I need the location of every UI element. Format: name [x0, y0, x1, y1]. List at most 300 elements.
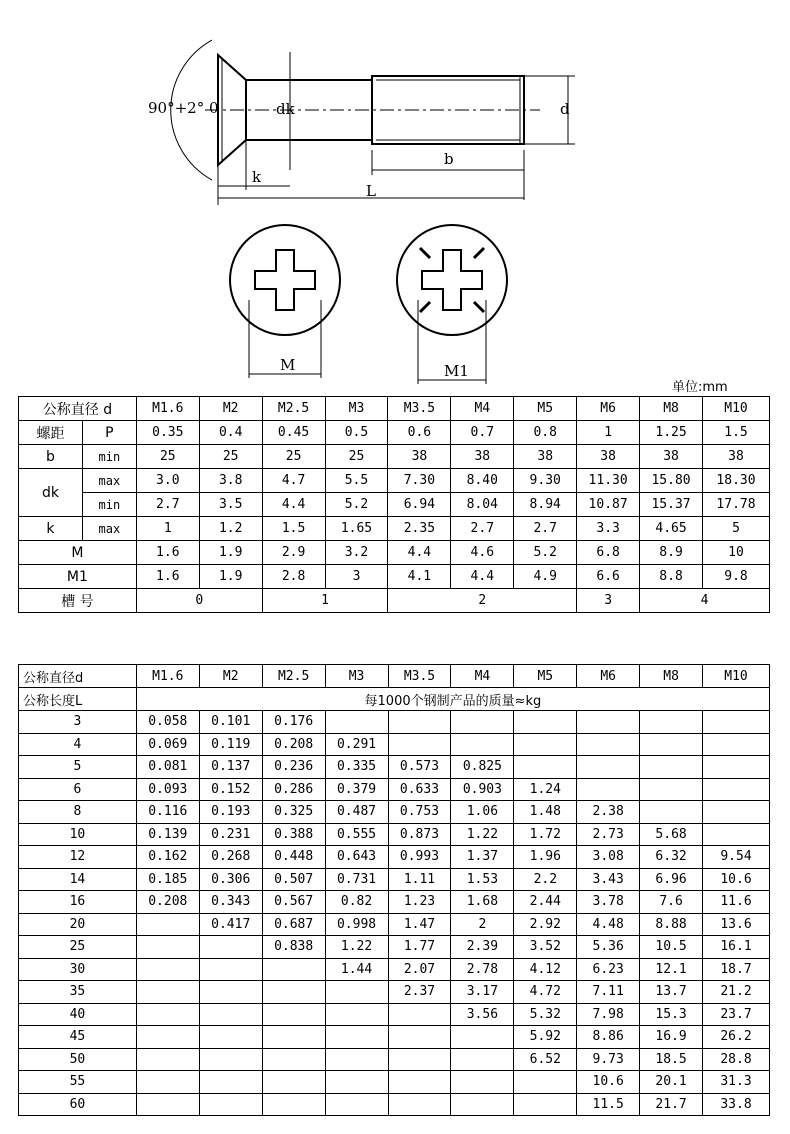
M-cell: 8.9	[640, 541, 703, 565]
size-cell: M8	[640, 397, 703, 421]
dk-min-cell: 10.87	[577, 493, 640, 517]
pitch-cell: 0.45	[262, 421, 325, 445]
mass-cell: 0.731	[325, 868, 388, 891]
mass-row	[19, 936, 770, 959]
mass-cell: 0.753	[388, 801, 451, 824]
length-cell: 20	[19, 913, 137, 936]
M-cell: 1.6	[136, 541, 199, 565]
mass-cell: 23.7	[703, 1003, 770, 1026]
mass-cell	[199, 958, 262, 981]
length-cell: 40	[19, 1003, 137, 1026]
phillips-cross-shape	[255, 250, 315, 310]
mass-row	[19, 958, 770, 981]
length-cell: 30	[19, 958, 137, 981]
mass-cell: 28.8	[703, 1048, 770, 1071]
length-cell: 60	[19, 1093, 137, 1116]
size-cell: M6	[577, 397, 640, 421]
M1-cell: 2.8	[262, 565, 325, 589]
mass-cell: 0.838	[262, 936, 325, 959]
mass-cell: 0.633	[388, 778, 451, 801]
mass-cell: 0.555	[325, 823, 388, 846]
mass-row	[19, 891, 770, 914]
slot-cell: 2	[388, 589, 577, 613]
mass-cell: 0.643	[325, 846, 388, 869]
d-dimension-label: d	[560, 100, 570, 118]
mass-cell	[325, 1026, 388, 1049]
mass-cell: 10.6	[703, 868, 770, 891]
dk-max-row	[19, 469, 770, 493]
length-cell: 6	[19, 778, 137, 801]
mass-cell	[199, 1003, 262, 1026]
k-cell: 2.7	[514, 517, 577, 541]
k-cell: 2.7	[451, 517, 514, 541]
mass-row	[19, 801, 770, 824]
mass-cell: 0.101	[199, 711, 262, 734]
mass-cell: 20.1	[640, 1071, 703, 1094]
size-cell: M5	[514, 665, 577, 688]
mass-header-label: 公称直径d	[19, 665, 137, 688]
phillips-head-circle	[230, 225, 340, 335]
pitch-row	[19, 421, 770, 445]
mass-cell	[451, 733, 514, 756]
mass-row	[19, 756, 770, 779]
size-cell: M3	[325, 397, 388, 421]
dk-dimension-label: dk	[276, 100, 295, 118]
mass-cell: 3.52	[514, 936, 577, 959]
k-cell: 1.2	[199, 517, 262, 541]
b-sub-label: min	[82, 445, 136, 469]
mass-cell: 0.993	[388, 846, 451, 869]
M-dimension-label: M	[280, 356, 296, 374]
slot-cell: 0	[136, 589, 262, 613]
pitch-cell: 0.5	[325, 421, 388, 445]
length-cell: 55	[19, 1071, 137, 1094]
size-cell: M2	[199, 665, 262, 688]
mass-cell: 1.77	[388, 936, 451, 959]
mass-cell: 3.08	[577, 846, 640, 869]
mass-cell: 2.37	[388, 981, 451, 1004]
mass-cell: 0.231	[199, 823, 262, 846]
size-cell: M4	[451, 665, 514, 688]
slot-cell: 1	[262, 589, 388, 613]
M-cell: 4.6	[451, 541, 514, 565]
mass-cell	[577, 733, 640, 756]
dk-min-cell: 4.4	[262, 493, 325, 517]
b-cell: 25	[136, 445, 199, 469]
dk-min-cell: 3.5	[199, 493, 262, 517]
table-gap	[18, 656, 770, 664]
mass-cell	[262, 958, 325, 981]
length-cell: 5	[19, 756, 137, 779]
k-cell: 1.65	[325, 517, 388, 541]
mass-cell	[514, 756, 577, 779]
mass-cell: 0.335	[325, 756, 388, 779]
mass-cell	[199, 936, 262, 959]
mass-cell: 1.96	[514, 846, 577, 869]
M1-cell: 3	[325, 565, 388, 589]
dk-min-cell: 2.7	[136, 493, 199, 517]
mass-cell: 0.058	[136, 711, 199, 734]
mass-cell	[703, 801, 770, 824]
dk-min-cell: 15.37	[640, 493, 703, 517]
mass-cell: 1.72	[514, 823, 577, 846]
mass-cell: 0.081	[136, 756, 199, 779]
mass-cell: 0.325	[262, 801, 325, 824]
length-cell: 35	[19, 981, 137, 1004]
mass-cell	[451, 1093, 514, 1116]
dk-min-row	[19, 493, 770, 517]
mass-cell: 1.53	[451, 868, 514, 891]
mass-cell	[640, 711, 703, 734]
mass-cell: 3.56	[451, 1003, 514, 1026]
mass-cell	[703, 733, 770, 756]
mass-cell: 0.873	[388, 823, 451, 846]
pitch-cell: 0.8	[514, 421, 577, 445]
pitch-cell: 0.7	[451, 421, 514, 445]
mass-caption-row	[19, 688, 770, 711]
dk-max-cell: 9.30	[514, 469, 577, 493]
mass-cell: 21.2	[703, 981, 770, 1004]
mass-cell: 2.44	[514, 891, 577, 914]
mass-cell	[640, 733, 703, 756]
mass-cell: 4.48	[577, 913, 640, 936]
size-cell: M4	[451, 397, 514, 421]
mass-cell	[262, 1026, 325, 1049]
M1-label: M1	[19, 565, 137, 589]
M-cell: 6.8	[577, 541, 640, 565]
mass-cell: 0.208	[262, 733, 325, 756]
mass-cell: 5.92	[514, 1026, 577, 1049]
b-cell: 38	[514, 445, 577, 469]
b-label: b	[19, 445, 83, 469]
M-cell: 2.9	[262, 541, 325, 565]
dk-max-cell: 4.7	[262, 469, 325, 493]
k-dimension-label: k	[252, 168, 262, 186]
pitch-cell: 1	[577, 421, 640, 445]
dk-max-cell: 15.80	[640, 469, 703, 493]
size-cell: M2.5	[262, 397, 325, 421]
k-label: k	[19, 517, 83, 541]
mass-cell: 2.73	[577, 823, 640, 846]
dk-max-cell: 3.0	[136, 469, 199, 493]
mass-cell	[136, 913, 199, 936]
mass-cell: 0.379	[325, 778, 388, 801]
size-cell: M6	[577, 665, 640, 688]
b-cell: 38	[640, 445, 703, 469]
length-cell: 10	[19, 823, 137, 846]
size-cell: M5	[514, 397, 577, 421]
mass-row	[19, 1048, 770, 1071]
unit-label: 单位:mm	[672, 380, 728, 395]
mass-cell: 4.12	[514, 958, 577, 981]
k-cell: 4.65	[640, 517, 703, 541]
mass-body	[19, 711, 770, 1116]
b-dimension-label: b	[444, 150, 454, 168]
slot-cell: 3	[577, 589, 640, 613]
mass-cell: 4.72	[514, 981, 577, 1004]
mass-row	[19, 778, 770, 801]
mass-cell	[577, 756, 640, 779]
mass-cell: 13.7	[640, 981, 703, 1004]
mass-caption: 每1000个钢制产品的质量≈kg	[136, 688, 769, 711]
mass-cell: 6.32	[640, 846, 703, 869]
mass-cell: 7.98	[577, 1003, 640, 1026]
mass-header-row	[19, 665, 770, 688]
M-label: M	[19, 541, 137, 565]
b-cell: 38	[451, 445, 514, 469]
mass-cell: 0.268	[199, 846, 262, 869]
length-label: 公称长度L	[19, 688, 137, 711]
b-cell: 25	[325, 445, 388, 469]
mass-cell: 0.998	[325, 913, 388, 936]
mass-cell: 0.343	[199, 891, 262, 914]
mass-cell: 0.286	[262, 778, 325, 801]
mass-cell	[199, 1048, 262, 1071]
pitch-cell: 0.35	[136, 421, 199, 445]
mass-cell	[514, 1071, 577, 1094]
mass-cell	[451, 1071, 514, 1094]
mass-cell: 8.88	[640, 913, 703, 936]
mass-row	[19, 1071, 770, 1094]
M-cell: 3.2	[325, 541, 388, 565]
M-cell: 5.2	[514, 541, 577, 565]
b-cell: 25	[262, 445, 325, 469]
slot-label: 槽 号	[19, 589, 137, 613]
mass-cell	[577, 711, 640, 734]
mass-cell: 13.6	[703, 913, 770, 936]
mass-cell: 1.23	[388, 891, 451, 914]
mass-row	[19, 823, 770, 846]
mass-cell: 9.54	[703, 846, 770, 869]
M1-cell: 1.6	[136, 565, 199, 589]
mass-cell	[388, 1093, 451, 1116]
mass-cell	[136, 1026, 199, 1049]
mass-cell: 2.39	[451, 936, 514, 959]
mass-cell	[325, 1003, 388, 1026]
mass-cell: 12.1	[640, 958, 703, 981]
b-cell: 38	[703, 445, 770, 469]
mass-cell: 3.78	[577, 891, 640, 914]
mass-cell	[262, 1093, 325, 1116]
M1-cell: 1.9	[199, 565, 262, 589]
mass-cell: 33.8	[703, 1093, 770, 1116]
mass-cell: 1.47	[388, 913, 451, 936]
mass-cell: 18.7	[703, 958, 770, 981]
M1-dimension-label: M1	[444, 362, 469, 380]
mass-cell: 1.06	[451, 801, 514, 824]
mass-cell: 7.11	[577, 981, 640, 1004]
mass-cell: 2.2	[514, 868, 577, 891]
mass-cell	[136, 1003, 199, 1026]
size-cell: M8	[640, 665, 703, 688]
angle-label: 90°+2° 0	[148, 99, 219, 117]
mass-cell	[136, 1093, 199, 1116]
mass-cell: 5.36	[577, 936, 640, 959]
mass-row	[19, 1003, 770, 1026]
mass-cell	[514, 1093, 577, 1116]
length-cell: 3	[19, 711, 137, 734]
k-cell: 3.3	[577, 517, 640, 541]
dk-max-cell: 5.5	[325, 469, 388, 493]
M-row	[19, 541, 770, 565]
length-cell: 50	[19, 1048, 137, 1071]
mass-cell	[514, 711, 577, 734]
size-cell: M2.5	[262, 665, 325, 688]
M1-cell: 4.9	[514, 565, 577, 589]
mass-cell: 5.68	[640, 823, 703, 846]
b-row	[19, 445, 770, 469]
pitch-label: 螺距	[19, 421, 83, 445]
mass-cell	[451, 1048, 514, 1071]
size-cell: M3.5	[388, 665, 451, 688]
k-cell: 1.5	[262, 517, 325, 541]
mass-row	[19, 868, 770, 891]
mass-cell: 9.73	[577, 1048, 640, 1071]
mass-cell	[388, 711, 451, 734]
mass-cell: 0.306	[199, 868, 262, 891]
mass-cell	[199, 1071, 262, 1094]
dk-max-label: max	[82, 469, 136, 493]
mass-cell: 1.11	[388, 868, 451, 891]
mass-cell	[325, 1093, 388, 1116]
M-cell: 1.9	[199, 541, 262, 565]
k-sub-label: max	[82, 517, 136, 541]
mass-row	[19, 913, 770, 936]
mass-cell	[514, 733, 577, 756]
mass-cell: 0.185	[136, 868, 199, 891]
mass-cell	[451, 711, 514, 734]
mass-cell: 1.22	[451, 823, 514, 846]
mass-cell: 0.236	[262, 756, 325, 779]
mass-cell: 1.48	[514, 801, 577, 824]
mass-cell	[577, 778, 640, 801]
mass-cell: 2.78	[451, 958, 514, 981]
mass-cell	[199, 981, 262, 1004]
mass-cell: 2.07	[388, 958, 451, 981]
mass-cell: 10.5	[640, 936, 703, 959]
mass-cell: 0.417	[199, 913, 262, 936]
length-cell: 25	[19, 936, 137, 959]
size-cell: M3.5	[388, 397, 451, 421]
mass-cell	[703, 823, 770, 846]
mass-cell	[703, 778, 770, 801]
M1-cell: 9.8	[703, 565, 770, 589]
k-row	[19, 517, 770, 541]
mass-cell	[325, 1071, 388, 1094]
b-cell: 38	[388, 445, 451, 469]
pozidriv-cross-shape	[422, 250, 482, 310]
mass-cell	[325, 711, 388, 734]
mass-cell: 0.448	[262, 846, 325, 869]
mass-cell	[388, 1071, 451, 1094]
mass-cell: 7.6	[640, 891, 703, 914]
L-dimension-label: L	[366, 182, 376, 200]
mass-cell: 0.152	[199, 778, 262, 801]
mass-cell: 5.32	[514, 1003, 577, 1026]
mass-cell: 0.825	[451, 756, 514, 779]
M1-cell: 8.8	[640, 565, 703, 589]
b-cell: 38	[577, 445, 640, 469]
dk-max-cell: 11.30	[577, 469, 640, 493]
mass-cell	[262, 981, 325, 1004]
mass-cell: 1.22	[325, 936, 388, 959]
mass-row	[19, 1093, 770, 1116]
mass-cell: 8.86	[577, 1026, 640, 1049]
slot-cell: 4	[640, 589, 770, 613]
dk-min-cell: 5.2	[325, 493, 388, 517]
screw-drawing	[0, 0, 790, 390]
mass-cell: 0.903	[451, 778, 514, 801]
mass-table	[18, 664, 770, 1116]
length-cell: 45	[19, 1026, 137, 1049]
mass-cell: 18.5	[640, 1048, 703, 1071]
mass-cell	[262, 1003, 325, 1026]
pitch-cell: 1.25	[640, 421, 703, 445]
mass-cell: 15.3	[640, 1003, 703, 1026]
mass-cell	[136, 936, 199, 959]
mass-cell: 0.567	[262, 891, 325, 914]
mass-cell: 0.388	[262, 823, 325, 846]
mass-cell: 0.137	[199, 756, 262, 779]
mass-cell: 0.119	[199, 733, 262, 756]
k-cell: 2.35	[388, 517, 451, 541]
mass-cell: 3.43	[577, 868, 640, 891]
mass-cell: 6.52	[514, 1048, 577, 1071]
mass-cell: 21.7	[640, 1093, 703, 1116]
k-cell: 1	[136, 517, 199, 541]
mass-cell: 2.38	[577, 801, 640, 824]
mass-cell: 1.44	[325, 958, 388, 981]
pozidriv-head-circle	[397, 225, 507, 335]
mass-cell: 0.208	[136, 891, 199, 914]
size-cell: M10	[703, 665, 770, 688]
length-cell: 16	[19, 891, 137, 914]
length-cell: 4	[19, 733, 137, 756]
mass-cell: 0.82	[325, 891, 388, 914]
mass-cell: 0.069	[136, 733, 199, 756]
spec-header-row	[19, 397, 770, 421]
mass-cell: 10.6	[577, 1071, 640, 1094]
mass-row	[19, 846, 770, 869]
mass-cell	[703, 711, 770, 734]
dk-label: dk	[19, 469, 83, 517]
mass-cell: 3.17	[451, 981, 514, 1004]
M1-row	[19, 565, 770, 589]
mass-cell: 1.24	[514, 778, 577, 801]
mass-cell: 16.9	[640, 1026, 703, 1049]
mass-cell	[136, 958, 199, 981]
mass-cell	[136, 1048, 199, 1071]
mass-cell	[388, 1003, 451, 1026]
mass-cell	[388, 733, 451, 756]
dk-min-cell: 8.04	[451, 493, 514, 517]
dk-max-cell: 3.8	[199, 469, 262, 493]
mass-cell	[703, 756, 770, 779]
mass-cell: 11.6	[703, 891, 770, 914]
mass-cell	[136, 1071, 199, 1094]
M1-cell: 4.1	[388, 565, 451, 589]
mass-cell: 1.37	[451, 846, 514, 869]
pitch-symbol: P	[82, 421, 136, 445]
mass-row	[19, 1026, 770, 1049]
M-cell: 4.4	[388, 541, 451, 565]
mass-cell: 0.507	[262, 868, 325, 891]
mass-cell	[451, 1026, 514, 1049]
mass-row	[19, 711, 770, 734]
size-cell: M10	[703, 397, 770, 421]
mass-cell: 1.68	[451, 891, 514, 914]
mass-cell	[325, 981, 388, 1004]
